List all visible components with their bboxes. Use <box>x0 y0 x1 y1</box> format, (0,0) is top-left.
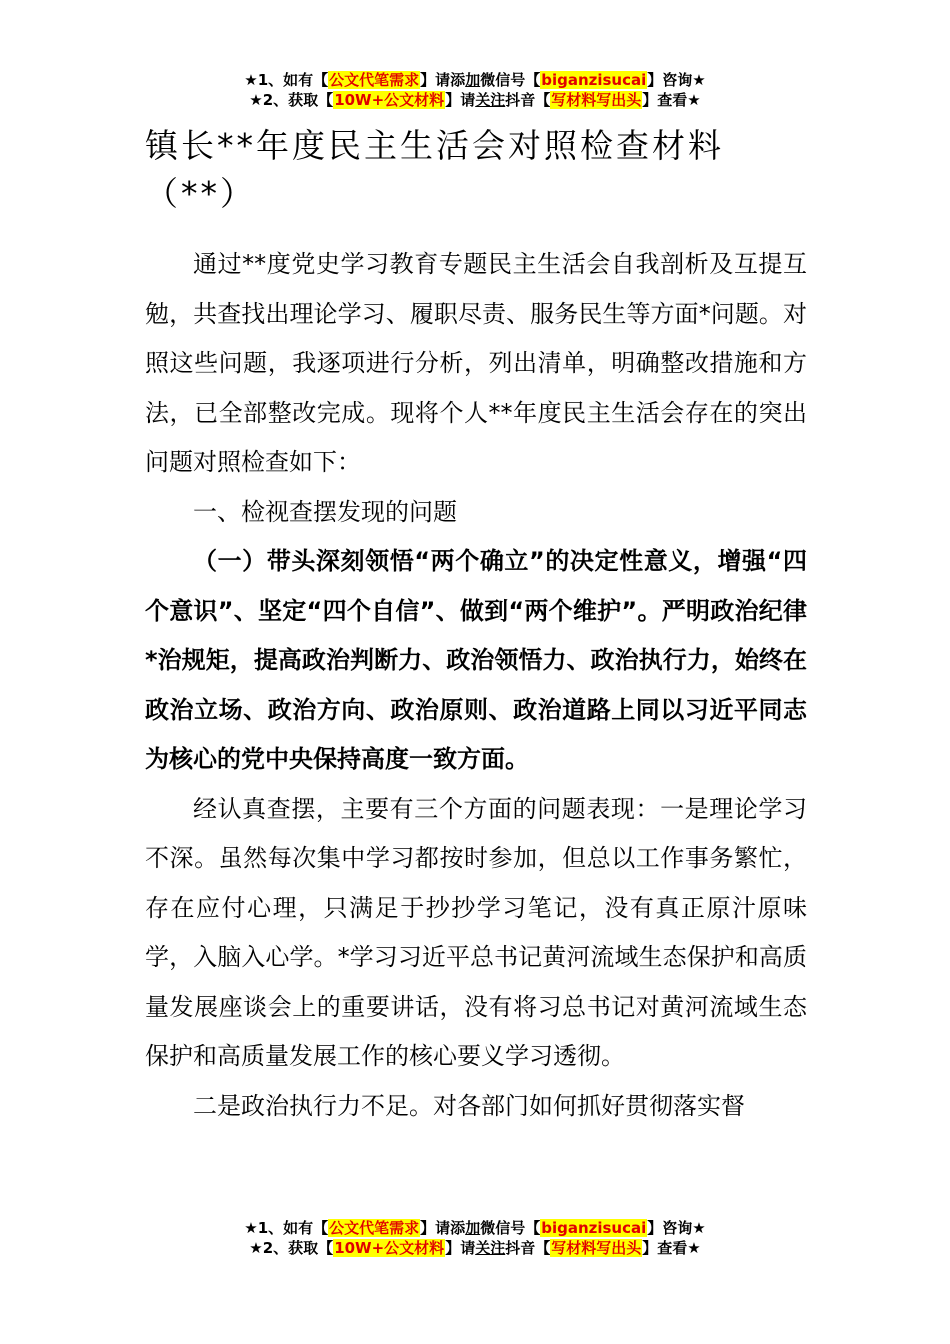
promo-banner-top <box>0 70 950 110</box>
promo-highlight: 写材料写出头 <box>551 1239 642 1257</box>
paragraph-body: 二是政治执行力不足。对各部门如何抓好贯彻落实督 <box>193 1091 745 1120</box>
paragraph-body: 经认真查摆，主要有三个方面的问题表现：一是理论学习不深。虽然每次集中学习都按时参加，但总以工作事务繁忙，存在应付心理，只满足于抄抄学习笔记，没有真正原汁原味学，入脑入心学。*学习习近平总书记黄河流域生态保护和高质量发展座谈会上的重要讲话，没有将习总书记对黄河流域生态保护和高质量发展工作的核心要义学习透彻。 <box>145 794 807 1070</box>
promo-highlight: 公文代笔需求 <box>329 1219 420 1237</box>
promo-line-2: ★2、获取【10W+公文材料】请关注抖音【写材料写出头】查看★ <box>249 1239 701 1257</box>
promo-highlight: biganzisucai <box>541 71 647 89</box>
promo-highlight: 公文代笔需求 <box>329 71 420 89</box>
promo-banner-bottom <box>0 1218 950 1258</box>
section-heading: 一、检视查摆发现的问题 <box>193 497 457 526</box>
promo-highlight: 10W+公文材料 <box>334 1239 445 1257</box>
paragraph-intro: 通过**度党史学习教育专题民主生活会自我剖析及互提互勉，共查找出理论学习、履职尽责、服务民生等方面*问题。对照这些问题，我逐项进行分析，列出清单，明确整改措施和方法，已全部整改完成。现将个人**年度民主生活会存在的突出问题对照检查如下： <box>145 250 807 476</box>
promo-line-1: ★1、如有【公文代笔需求】请添加微信号【biganzisucai】咨询★ <box>244 71 706 89</box>
promo-highlight: 10W+公文材料 <box>334 91 445 109</box>
document-body <box>145 122 807 1131</box>
promo-line-2: ★2、获取【10W+公文材料】请关注抖音【写材料写出头】查看★ <box>249 91 701 109</box>
promo-highlight: biganzisucai <box>541 1219 647 1237</box>
document-title: 镇长**年度民主生活会对照检查材料（**） <box>145 126 724 213</box>
subsection-heading: （一）带头深刻领悟“两个确立”的决定性意义，增强“四个意识”、坚定“四个自信”、做到“两个维护”。严明政治纪律*治规矩，提高政治判断力、政治领悟力、政治执行力，始终在政治立场、政治方向、政治原则、政治道路上同以习近平同志为核心的党中央保持高度一致方面。 <box>145 547 807 773</box>
promo-highlight: 写材料写出头 <box>551 91 642 109</box>
promo-line-1: ★1、如有【公文代笔需求】请添加微信号【biganzisucai】咨询★ <box>244 1219 706 1237</box>
